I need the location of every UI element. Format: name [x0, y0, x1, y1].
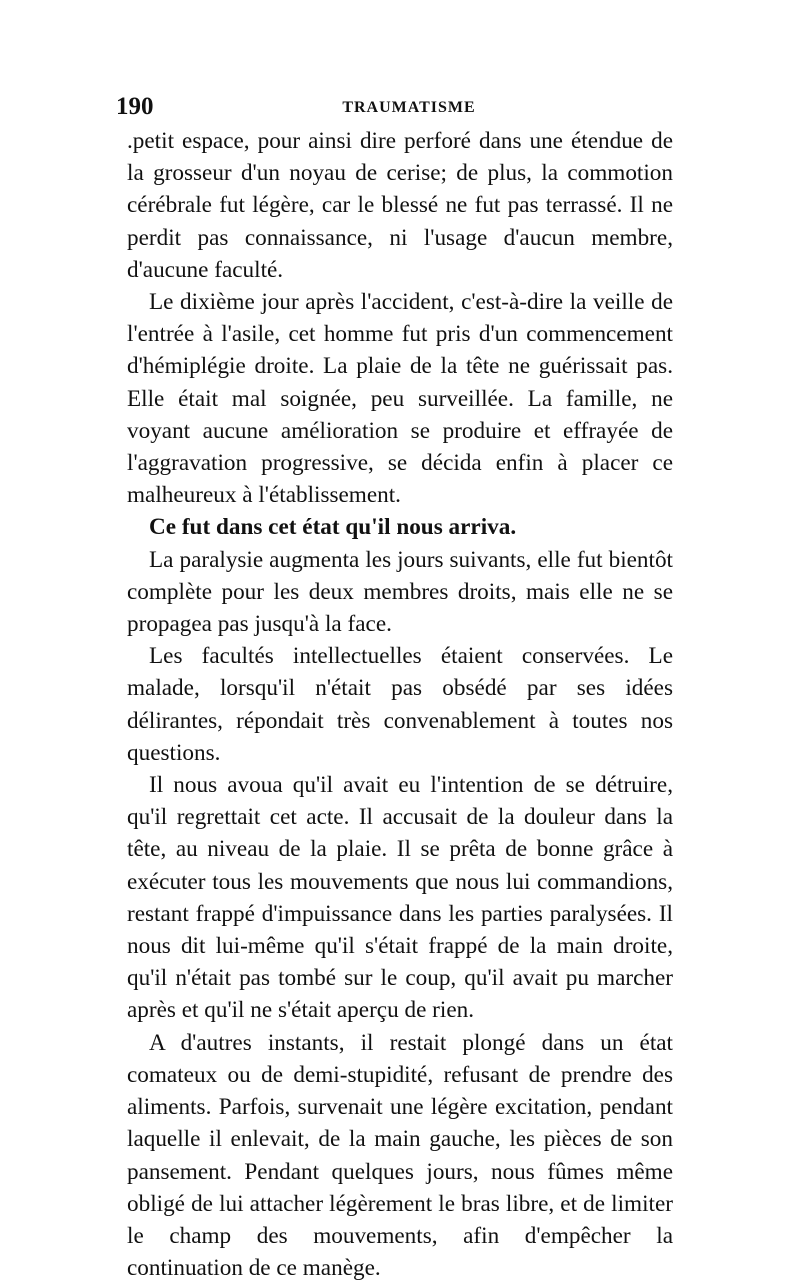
page-number: 190	[116, 93, 154, 120]
running-title: TRAUMATISME	[342, 99, 476, 116]
paragraph-patient-statement: Il nous avoua qu'il avait eu l'intention de se détruire, qu'il regrettait cet acte. Il accusait de la douleur dans la tête, au niveau de la plaie. Il se prêta de bonne grâce à exécuter tous les mouvements que nous lui commandions, restant frappé d'impuissance dans les parties paralysées. Il nous dit lui-même qu'il s'était frappé de la main droite, qu'il n'était pas tombé sur le coup, qu'il avait pu marcher après et qu'il ne s'était aperçu de rien.	[127, 772, 673, 1024]
body-text	[127, 125, 673, 1284]
paragraph-comatose-state: A d'autres instants, il restait plongé dans un état comateux ou de demi-stupidité, refusant de prendre des aliments. Parfois, survenait une légère excitation, pendant laquelle il enlevait, de la main gauche, les pièces de son pansement. Pendant quelques jours, nous fûmes même obligé de lui attacher légèrement le bras libre, et de limiter le champ des mouvements, afin d'empêcher la continuation de ce manège.	[127, 1029, 673, 1282]
paragraph-paralysis: La paralysie augmenta les jours suivants, elle fut bientôt complète pour les deux membres droits, mais elle ne se propagea pas jusqu'à la face.	[127, 546, 673, 638]
paragraph-arrival: Ce fut dans cet état qu'il nous arriva.	[149, 514, 517, 541]
running-head	[114, 92, 678, 122]
paragraph-continuation: .petit espace, pour ainsi dire perforé dans une étendue de la grosseur d'un noyau de cerise; de plus, la commotion cérébrale fut légère, car le blessé ne fut pas terrassé. Il ne perdit pas connaissance, ni l'usage d'aucun membre, d'aucune faculté.	[127, 128, 673, 283]
paragraph-hemiplegia: Le dixième jour après l'accident, c'est-à-dire la veille de l'entrée à l'asile, cet homme fut pris d'un commencement d'hémiplégie droite. La plaie de la tête ne guérissait pas. Elle était mal soignée, peu surveillée. La famille, ne voyant aucune amélioration se produire et effrayée de l'aggravation progressive, se décida enfin à placer ce malheureux à l'établissement.	[127, 289, 673, 509]
paragraph-faculties: Les facultés intellectuelles étaient conservées. Le malade, lorsqu'il n'était pas obsédé par ses idées délirantes, répondait très convenablement à toutes nos questions.	[127, 643, 673, 766]
